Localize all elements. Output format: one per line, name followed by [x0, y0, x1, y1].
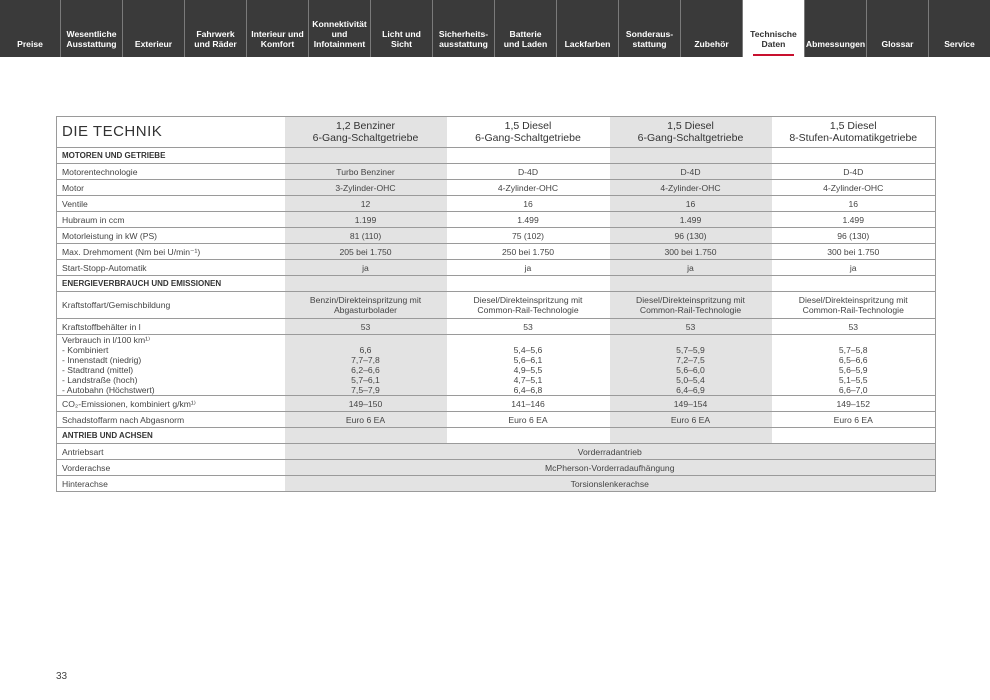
row-value: ja [610, 260, 772, 276]
row-label: Hinterachse [57, 476, 285, 492]
section-spacer [772, 276, 936, 292]
row-value: Turbo Benziner [285, 164, 447, 180]
section-spacer [772, 428, 936, 444]
row-label: Kraftstoffbehälter in l [57, 319, 285, 335]
section-spacer [610, 148, 772, 164]
row-value-merged: Torsionslenkerachse [285, 476, 936, 492]
row-value: 1.199 [285, 212, 447, 228]
row-value: 53 [285, 319, 447, 335]
nav-tab-13[interactable]: Abmessungen [805, 0, 867, 57]
row-value: D-4D [610, 164, 772, 180]
technical-data-table-wrapper [56, 116, 935, 492]
row-value: 5,7–5,8 6,5–6,6 5,6–5,9 5,1–5,5 6,6–7,0 [772, 335, 936, 396]
table-row [57, 212, 936, 228]
row-value: 5,7–5,9 7,2–7,5 5,6–6,0 5,0–5,4 6,4–6,9 [610, 335, 772, 396]
row-value: ja [285, 260, 447, 276]
row-value: D-4D [772, 164, 936, 180]
table-row [57, 164, 936, 180]
nav-tab-9[interactable]: Lackfarben [557, 0, 619, 57]
row-value: 1.499 [772, 212, 936, 228]
row-label: Motorleistung in kW (PS) [57, 228, 285, 244]
nav-tab-0[interactable]: Preise [0, 0, 61, 57]
row-label: Motor [57, 180, 285, 196]
nav-tab-5[interactable]: Konnektivität und Infotainment [309, 0, 371, 57]
section-spacer [610, 276, 772, 292]
row-value: 3-Zylinder-OHC [285, 180, 447, 196]
table-row [57, 292, 936, 319]
row-value: ja [447, 260, 610, 276]
row-value: 149–154 [610, 396, 772, 412]
row-label: Max. Drehmoment (Nm bei U/min⁻¹) [57, 244, 285, 260]
row-value: Diesel/Direkteinspritzung mit Common-Rail-Technologie [447, 292, 610, 319]
section-spacer [447, 428, 610, 444]
row-label: Hubraum in ccm [57, 212, 285, 228]
table-row [57, 228, 936, 244]
table-row [57, 180, 936, 196]
row-value: 300 bei 1.750 [772, 244, 936, 260]
row-value: Euro 6 EA [610, 412, 772, 428]
row-value: 205 bei 1.750 [285, 244, 447, 260]
row-label: Kraftstoffart/Gemischbildung [57, 292, 285, 319]
nav-tab-3[interactable]: Fahrwerk und Räder [185, 0, 247, 57]
nav-tab-4[interactable]: Interieur und Komfort [247, 0, 309, 57]
nav-tab-1[interactable]: Wesentliche Ausstattung [61, 0, 123, 57]
row-value: Diesel/Direkteinspritzung mit Common-Rail-Technologie [610, 292, 772, 319]
section-label: MOTOREN UND GETRIEBE [57, 148, 285, 164]
table-row [57, 412, 936, 428]
row-value: 16 [447, 196, 610, 212]
row-value-merged: Vorderradantrieb [285, 444, 936, 460]
technical-data-table [56, 116, 936, 492]
table-row [57, 244, 936, 260]
row-value: 6,6 7,7–7,8 6,2–6,6 5,7–6,1 7,5–7,9 [285, 335, 447, 396]
row-value: 1.499 [610, 212, 772, 228]
row-label: Ventile [57, 196, 285, 212]
nav-tab-10[interactable]: Sonderaus- stattung [619, 0, 681, 57]
row-value: 53 [772, 319, 936, 335]
nav-tab-6[interactable]: Licht und Sicht [371, 0, 433, 57]
nav-tab-8[interactable]: Batterie und Laden [495, 0, 557, 57]
section-row [57, 148, 936, 164]
table-row [57, 460, 936, 476]
nav-tab-12[interactable]: Technische Daten [743, 0, 805, 57]
column-header: 1,5 Diesel 6-Gang-Schaltgetriebe [610, 117, 772, 148]
table-row [57, 196, 936, 212]
row-value: 96 (130) [772, 228, 936, 244]
table-row [57, 476, 936, 492]
section-spacer [610, 428, 772, 444]
section-spacer [285, 276, 447, 292]
row-label: Motorentechnologie [57, 164, 285, 180]
row-value: Benzin/Direkteinspritzung mit Abgasturbolader [285, 292, 447, 319]
table-row [57, 319, 936, 335]
row-value-merged: McPherson-Vorderradaufhängung [285, 460, 936, 476]
nav-tab-2[interactable]: Exterieur [123, 0, 185, 57]
row-label: Schadstoffarm nach Abgasnorm [57, 412, 285, 428]
section-spacer [285, 148, 447, 164]
section-label: ANTRIEB UND ACHSEN [57, 428, 285, 444]
section-row [57, 276, 936, 292]
nav-tab-11[interactable]: Zubehör [681, 0, 743, 57]
row-value: 141–146 [447, 396, 610, 412]
row-value: 96 (130) [610, 228, 772, 244]
row-value: 12 [285, 196, 447, 212]
row-label: Start-Stopp-Automatik [57, 260, 285, 276]
row-value: 4-Zylinder-OHC [772, 180, 936, 196]
section-spacer [447, 276, 610, 292]
table-row [57, 335, 936, 396]
row-value: 53 [610, 319, 772, 335]
row-value: Euro 6 EA [285, 412, 447, 428]
row-value: Euro 6 EA [772, 412, 936, 428]
row-value: 1.499 [447, 212, 610, 228]
table-header-row [57, 117, 936, 148]
row-label: Verbrauch in l/100 km¹⁾ - Kombiniert - Innenstadt (niedrig) - Stadtrand (mittel) - Landstraße (hoch) - Autobahn (Höchstwert) [57, 335, 285, 396]
row-value: 5,4–5,6 5,6–6,1 4,9–5,5 4,7–5,1 6,4–6,8 [447, 335, 610, 396]
section-spacer [285, 428, 447, 444]
row-label: Antriebsart [57, 444, 285, 460]
row-value: 250 bei 1.750 [447, 244, 610, 260]
row-label: Vorderachse [57, 460, 285, 476]
row-value: 53 [447, 319, 610, 335]
row-value: 4-Zylinder-OHC [447, 180, 610, 196]
table-title: DIE TECHNIK [57, 117, 285, 148]
row-value: Euro 6 EA [447, 412, 610, 428]
row-value: 75 (102) [447, 228, 610, 244]
row-value: Diesel/Direkteinspritzung mit Common-Rail-Technologie [772, 292, 936, 319]
row-value: D-4D [447, 164, 610, 180]
top-navigation [0, 0, 990, 57]
nav-tab-7[interactable]: Sicherheits- ausstattung [433, 0, 495, 57]
nav-tab-15[interactable]: Service [944, 39, 975, 49]
table-row [57, 444, 936, 460]
row-value: 149–150 [285, 396, 447, 412]
row-value: 4-Zylinder-OHC [610, 180, 772, 196]
table-row [57, 396, 936, 412]
table-row [57, 260, 936, 276]
row-value: 149–152 [772, 396, 936, 412]
row-label: CO₂-Emissionen, kombiniert g/km¹⁾ [57, 396, 285, 412]
row-value: 16 [772, 196, 936, 212]
section-label: ENERGIEVERBRAUCH UND EMISSIONEN [57, 276, 285, 292]
row-value: ja [772, 260, 936, 276]
page-number: 33 [56, 671, 68, 682]
section-row [57, 428, 936, 444]
row-value: 81 (110) [285, 228, 447, 244]
column-header: 1,5 Diesel 8-Stufen-Automatikgetriebe [772, 117, 936, 148]
column-header: 1,5 Diesel 6-Gang-Schaltgetriebe [447, 117, 610, 148]
column-header: 1,2 Benziner 6-Gang-Schaltgetriebe [285, 117, 447, 148]
row-value: 16 [610, 196, 772, 212]
section-spacer [447, 148, 610, 164]
row-value: 300 bei 1.750 [610, 244, 772, 260]
nav-tab-14[interactable]: Glossar [867, 0, 929, 57]
section-spacer [772, 148, 936, 164]
